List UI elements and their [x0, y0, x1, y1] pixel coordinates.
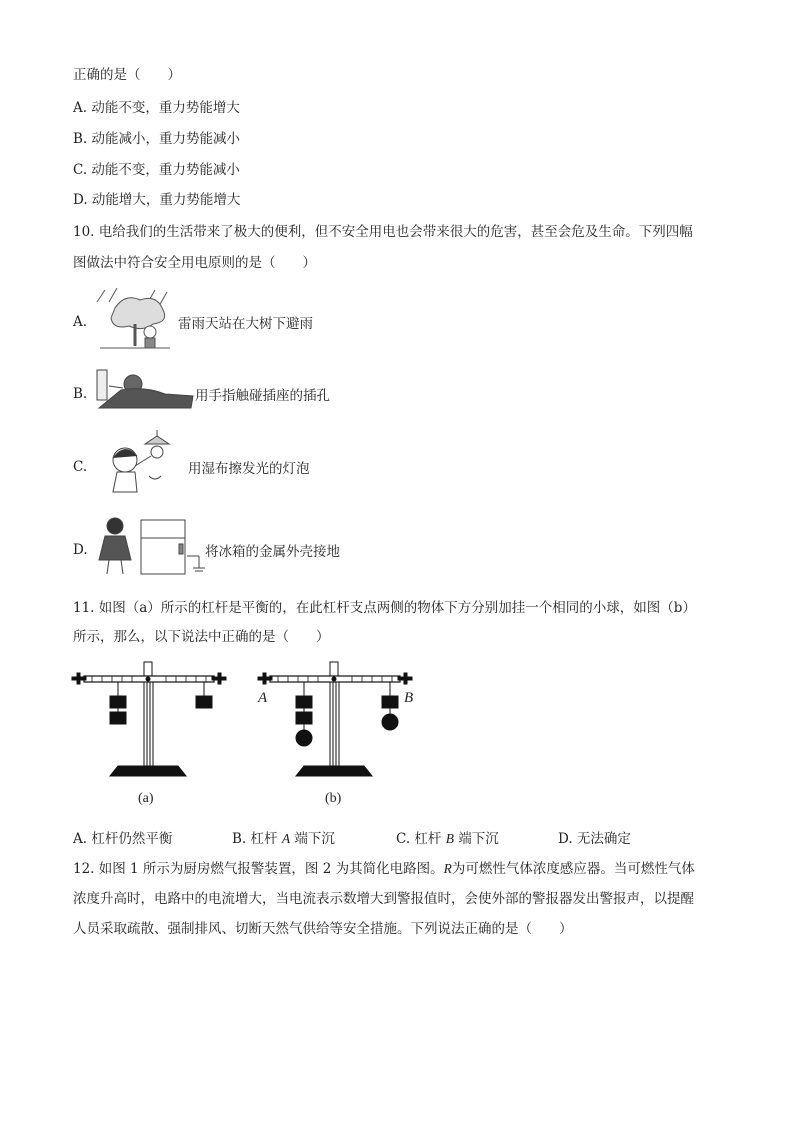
lever-figure-b	[256, 660, 416, 784]
q10-stem-line2: 图做法中符合安全用电原则的是（ ）	[73, 255, 316, 271]
q9-option-a: A. 动能不变，重力势能增大	[73, 100, 240, 116]
q11-stem-line1: 11. 如图（a）所示的杠杆是平衡的，在此杠杆支点两侧的物体下方分别加挂一个相同的小球，如图（b）	[73, 600, 696, 616]
lever-figure-a	[70, 660, 230, 784]
lever-end-label-b: B	[404, 690, 414, 706]
q12-stem-line1: 12. 如图 1 所示为厨房燃气报警装置，图 2 为其简化电路图。R为可燃性气体浓度感应器。当可燃性气体	[73, 861, 695, 877]
q10-option-d-label: D.	[73, 542, 88, 558]
q9-stem-tail: 正确的是（ ）	[73, 67, 181, 83]
q12-stem-line3: 人员采取疏散、强制排风、切断天然气供给等安全措施。下列说法正确的是（ ）	[73, 921, 573, 937]
q10-option-a-image	[95, 288, 175, 354]
q10-option-d-text: 将冰箱的金属外壳接地	[205, 544, 340, 560]
q10-option-c-label: C.	[73, 459, 88, 475]
q10-option-b-text: 用手指触碰插座的插孔	[195, 388, 330, 404]
q11-option-d: D. 无法确定	[558, 831, 631, 847]
q10-option-a-label: A.	[73, 314, 88, 330]
q11-option-c: C. 杠杆 B 端下沉	[396, 831, 499, 847]
lever-caption-a: (a)	[138, 791, 154, 806]
q9-option-d: D. 动能增大，重力势能增大	[73, 192, 241, 208]
q10-option-a-text: 雷雨天站在大树下避雨	[178, 316, 313, 332]
q12-stem-line2: 浓度升高时，电路中的电流增大，当电流表示数增大到警报值时，会使外部的警报器发出警报声，以提醒	[73, 891, 694, 907]
q10-option-c-image	[95, 430, 185, 496]
q11-stem-line2: 所示，那么，以下说法中正确的是（ ）	[73, 629, 330, 645]
q10-option-d-image	[95, 516, 205, 578]
q10-option-c-text: 用湿布擦发光的灯泡	[188, 461, 310, 477]
lever-caption-b: (b)	[325, 791, 342, 806]
q10-option-b-label: B.	[73, 386, 88, 402]
q11-option-a: A. 杠杆仍然平衡	[73, 831, 173, 847]
q9-option-c: C. 动能不变，重力势能减小	[73, 162, 240, 178]
q9-option-b: B. 动能减小，重力势能减小	[73, 131, 241, 147]
q10-stem-line1: 10. 电给我们的生活带来了极大的便利，但不安全用电也会带来很大的危害，甚至会危及生命。下列四幅	[73, 224, 693, 240]
lever-end-label-a: A	[258, 690, 268, 706]
q11-option-b: B. 杠杆 A 端下沉	[232, 831, 335, 847]
q10-option-b-image	[95, 368, 195, 414]
